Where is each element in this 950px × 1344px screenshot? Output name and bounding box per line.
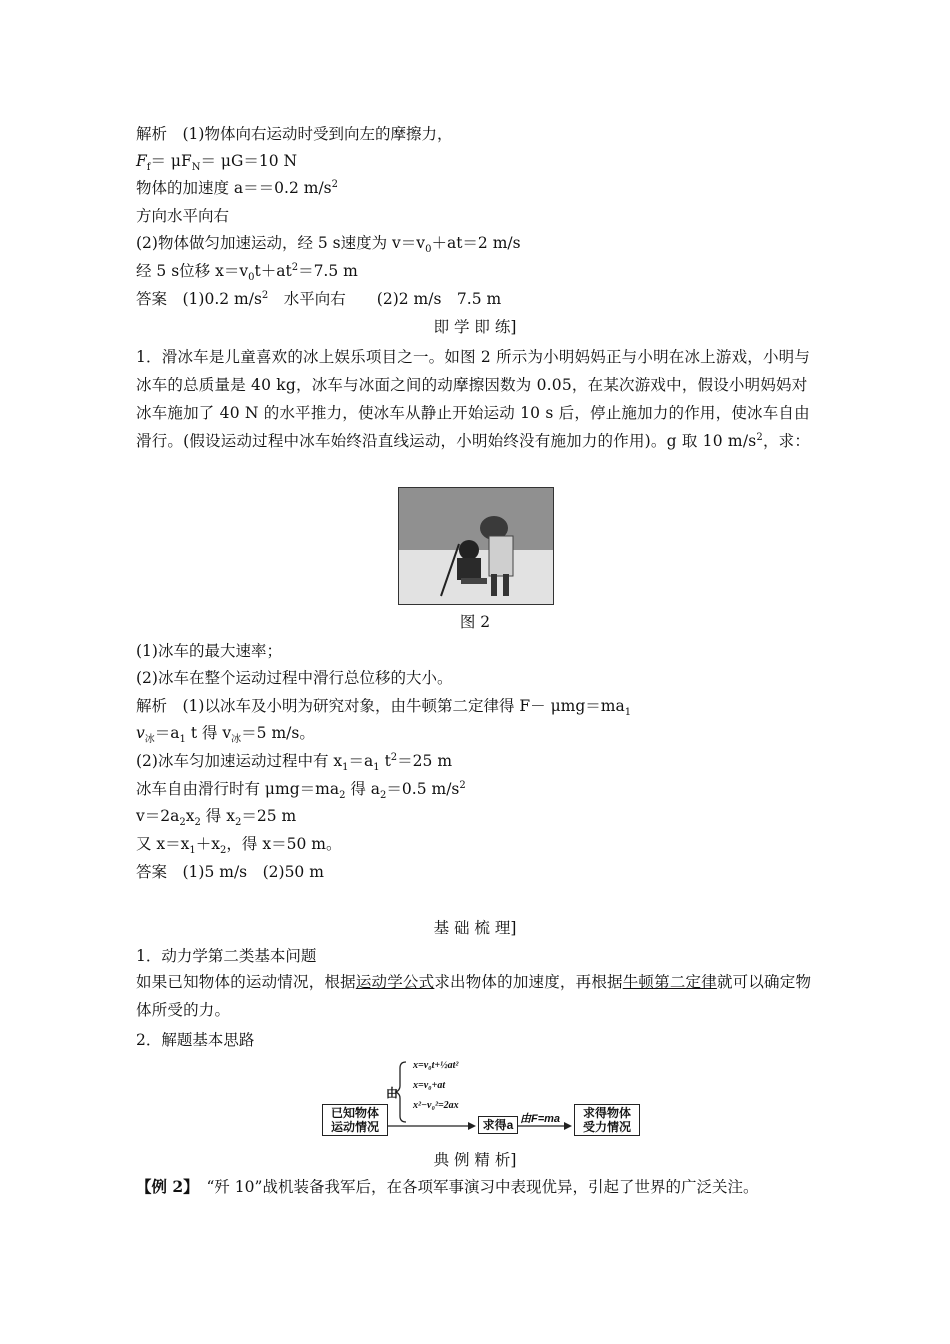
section-heading: 即 学 即 练]: [433, 318, 517, 336]
question-part: (1)冰车的最大速率；: [136, 642, 282, 660]
section-heading: 基 础 梳 理]: [433, 919, 517, 937]
answer-line: 答案 (1)0.2 $m/s^2$ 水平向右 (2)2 m/s 7.5 m: [136, 289, 502, 308]
section-heading: 典 例 精 析]: [433, 1151, 517, 1169]
question-part: (2)冰车在整个运动过程中滑行总位移的大小。: [136, 669, 453, 687]
solution-line: 经 5 s位移 $x=v_0t+at^2=7.5$ m: [136, 261, 358, 284]
known-motion-box: 已知物体运动情况: [322, 1104, 388, 1136]
solution-line: 物体的加速度 a＝＝0.2 $m/s^2$: [136, 178, 338, 197]
solution-line: 解析 (1)以冰车及小明为研究对象，由牛顿第二定律得 $F- \mu mg=ma_1$: [136, 697, 632, 719]
solution-line: 解析 (1)物体向右运动时受到向左的摩擦力，: [136, 125, 453, 143]
formula: x²−v₀²=2ax: [413, 1100, 459, 1111]
flow-label: 由: [386, 1086, 399, 1100]
solution-line: (2)物体做匀加速运动，经 5 s速度为 $v=v_0+at=2$ m/s: [136, 234, 521, 256]
find-a-box: 求得a: [478, 1116, 518, 1134]
example-line: 【例 2】 “歼 10”战机装备我军后，在各项军事演习中表现优异，引起了世界的广泛关注。: [136, 1177, 759, 1196]
solution-line: $F_f= \mu F_N= \mu G=10$ N: [136, 152, 298, 174]
solution-line: $v=2a_2x_2$ 得 $x_2=25$ m: [136, 807, 297, 829]
solution-line: 方向水平向右: [136, 207, 230, 225]
solution-line: (2)冰车匀加速运动过程中有 $x_1=a_1$ $t^2=25$ m: [136, 751, 453, 774]
formula: x=v₀t+½at²: [413, 1060, 459, 1071]
answer-line: 答案 (1)5 m/s (2)50 m: [136, 863, 324, 881]
flow-label: 由F=ma: [520, 1113, 561, 1125]
solution-line: $v_冰=a_1$ t 得 $v_冰=5$ m/s。: [136, 724, 315, 746]
question-text: 1．滑冰车是儿童喜欢的冰上娱乐项目之一。如图 2 所示为小明妈妈正与小明在冰上游戏，小明与冰车的总质量是 40 kg，冰车与冰面之间的动摩擦因数为 0.05，在某次游戏中，假设小明妈妈对冰车施加了 40 N 的水平推力，使冰车从静止开始运动 10 s 后，停止施加力的作用，使冰车自由滑行。(假设运动过程中冰车始终沿直线运动，小明始终没有施加力的作用)。g 取 10 $m/s^2$，求：: [136, 348, 811, 450]
basics-heading: 1．动力学第二类基本问题: [136, 947, 317, 965]
force-result-box: 求得物体受力情况: [574, 1104, 640, 1136]
basics-heading: 2．解题基本思路: [136, 1031, 255, 1049]
basics-paragraph: 如果已知物体的运动情况，根据运动学公式求出物体的加速度，再根据牛顿第二定律就可以确定物体所受的力。: [136, 973, 812, 1019]
figure-photo: [398, 487, 554, 605]
solution-line: 又 $x=x_1+x_2$，得 x＝50 m。: [136, 835, 342, 857]
solution-line: 冰车自由滑行时有 $\mu mg=ma_2$ 得 $a_2=0.5$ $m/s^2$: [136, 779, 466, 802]
flow-diagram: [320, 1054, 640, 1144]
figure-caption: 图 2: [459, 613, 491, 631]
formula: x=v₀+at: [413, 1080, 446, 1091]
